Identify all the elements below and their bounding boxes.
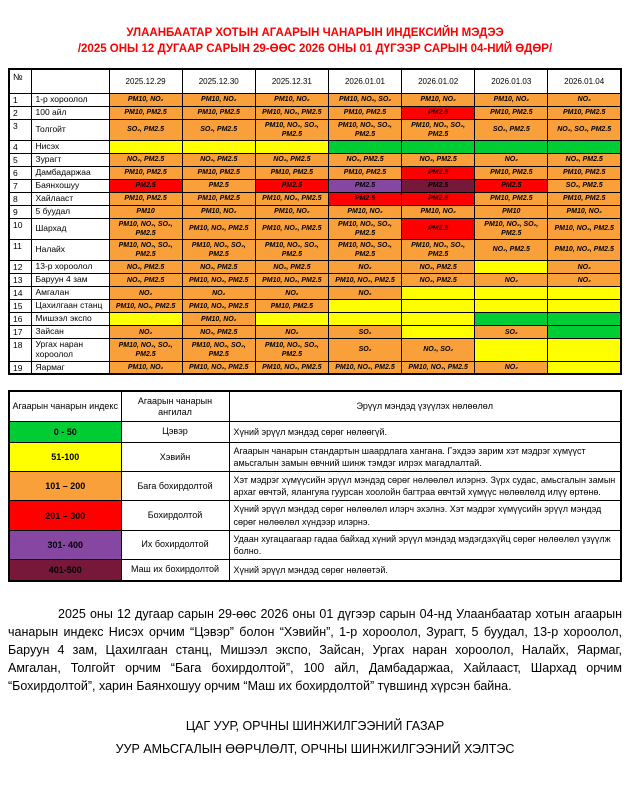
station-row <box>9 300 621 313</box>
aqi-cell: PM10, PM2.5 <box>182 166 255 179</box>
date-column-header: 2026.01.02 <box>402 69 475 93</box>
station-name: Хайлааст <box>31 192 109 205</box>
legend-category: Бага бохирдолтой <box>121 472 229 501</box>
aqi-cell: PM10, PM2.5 <box>255 166 328 179</box>
aqi-cell: SO₂, PM2.5 <box>548 179 621 192</box>
aqi-cell <box>548 300 621 313</box>
aqi-cell: PM10, NO₂, PM2.5 <box>255 361 328 374</box>
station-name: Дамбадаржаа <box>31 166 109 179</box>
aqi-cell: PM10, NO₂, PM2.5 <box>548 239 621 260</box>
aqi-cell: PM10, NO₂ <box>402 205 475 218</box>
aqi-cell: PM10, NO₂, PM2.5 <box>402 361 475 374</box>
aqi-cell: PM10, NO₂ <box>182 205 255 218</box>
aqi-cell <box>255 313 328 326</box>
aqi-cell: PM10, NO₂, SO₂ <box>328 93 401 106</box>
aqi-cell: NO₂ <box>475 361 548 374</box>
station-name: Цахилгаан станц <box>31 300 109 313</box>
aqi-cell: PM2.5 <box>328 179 401 192</box>
aqi-table <box>8 68 622 375</box>
aqi-cell: PM10, NO₂ <box>182 313 255 326</box>
aqi-cell: PM2.5 <box>402 166 475 179</box>
date-column-header: 2026.01.04 <box>548 69 621 93</box>
aqi-cell: PM10, PM2.5 <box>548 106 621 119</box>
aqi-table-header-row <box>9 69 621 93</box>
row-number: 8 <box>9 192 31 205</box>
station-name: Нисэх <box>31 140 109 153</box>
station-row <box>9 274 621 287</box>
aqi-cell: NO₂ <box>109 326 182 339</box>
station-name: Зайсан <box>31 326 109 339</box>
aqi-cell: NO₂, PM2.5 <box>182 153 255 166</box>
legend-header-category: Агаарын чанарын ангилал <box>121 391 229 421</box>
date-column-header: 2025.12.29 <box>109 69 182 93</box>
aqi-cell: PM10, NO₂ <box>548 205 621 218</box>
row-number: 7 <box>9 179 31 192</box>
aqi-cell: PM10, NO₂ <box>255 205 328 218</box>
aqi-cell: PM10, PM2.5 <box>182 192 255 205</box>
row-number: 2 <box>9 106 31 119</box>
aqi-cell <box>548 140 621 153</box>
aqi-cell: PM10, NO₂, PM2.5 <box>182 274 255 287</box>
aqi-cell <box>475 287 548 300</box>
report-title-line1: УЛААНБААТАР ХОТЫН АГААРЫН ЧАНАРЫН ИНДЕКСИЙН МЭДЭЭ <box>126 27 504 39</box>
aqi-cell: PM10, NO₂, PM2.5 <box>182 300 255 313</box>
aqi-cell <box>328 313 401 326</box>
legend-effect-text: Агаарын чанарын стандартын шаардлага хангана. Гэхдээ зарим хэт мэдрэг хүмүүст амьсгалын замын өвчний шинж тэмдэг илрэх магадлалтай. <box>229 442 621 471</box>
aqi-cell <box>182 140 255 153</box>
aqi-cell <box>109 140 182 153</box>
aqi-cell <box>475 140 548 153</box>
station-row <box>9 313 621 326</box>
aqi-cell: PM10, NO₂ <box>182 93 255 106</box>
aqi-cell: SO₂, PM2.5 <box>475 119 548 140</box>
aqi-cell: PM10, NO₂, SO₂, PM2.5 <box>255 239 328 260</box>
aqi-cell: NO₂, PM2.5 <box>548 153 621 166</box>
aqi-cell <box>402 287 475 300</box>
aqi-cell: PM10, PM2.5 <box>328 106 401 119</box>
aqi-cell: PM10, NO₂, SO₂, PM2.5 <box>328 218 401 239</box>
aqi-cell: PM10, PM2.5 <box>109 192 182 205</box>
aqi-cell <box>548 287 621 300</box>
legend-range-swatch: 301- 400 <box>9 530 121 559</box>
row-number: 14 <box>9 287 31 300</box>
aqi-cell <box>402 300 475 313</box>
legend-effect-text: Хэт мэдрэг хүмүүсийн эрүүл мэндэд сөрөг нөлөөлөл илэрнэ. Зүрх судас, амьсгалын замын архаг өвчтэй, ялангуяа гуурсан хоолойн багтраа өвчтэй хүмүүс нөлөөлөлд илүү өртөнө. <box>229 472 621 501</box>
aqi-cell <box>475 261 548 274</box>
aqi-cell: NO₂, PM2.5 <box>328 153 401 166</box>
aqi-cell: NO₂, PM2.5 <box>402 274 475 287</box>
aqi-cell: NO₂, PM2.5 <box>109 153 182 166</box>
legend-row <box>9 442 621 471</box>
aqi-cell: PM10, NO₂, SO₂, PM2.5 <box>182 339 255 362</box>
aqi-cell: NO₂, PM2.5 <box>109 261 182 274</box>
station-row <box>9 179 621 192</box>
legend-range-swatch: 401-500 <box>9 560 121 581</box>
aqi-cell: PM2.5 <box>109 179 182 192</box>
aqi-cell: PM10, NO₂, SO₂, PM2.5 <box>402 119 475 140</box>
aqi-cell: PM2.5 <box>402 192 475 205</box>
aqi-cell: PM10, PM2.5 <box>255 300 328 313</box>
aqi-cell: NO₂ <box>475 153 548 166</box>
aqi-cell <box>475 339 548 362</box>
station-row <box>9 326 621 339</box>
aqi-cell: PM10, NO₂, PM2.5 <box>182 218 255 239</box>
aqi-cell: PM10, PM2.5 <box>475 106 548 119</box>
number-column-header: № <box>9 69 31 93</box>
aqi-cell: PM10, NO₂, PM2.5 <box>255 274 328 287</box>
aqi-cell: PM10, PM2.5 <box>109 166 182 179</box>
station-row <box>9 205 621 218</box>
station-name: Мишээл экспо <box>31 313 109 326</box>
aqi-cell: PM10, PM2.5 <box>109 106 182 119</box>
report-title <box>8 26 622 57</box>
station-name: Яармаг <box>31 361 109 374</box>
aqi-cell: NO₂, PM2.5 <box>255 153 328 166</box>
aqi-cell: PM10, NO₂, SO₂, PM2.5 <box>328 239 401 260</box>
report-title-line2: /2025 ОНЫ 12 ДУГААР САРЫН 29-ӨӨС 2026 ОНЫ 01 ДҮГЭЭР САРЫН 04-НИЙ ӨДӨР/ <box>77 42 553 55</box>
aqi-cell: PM2.5 <box>328 192 401 205</box>
legend-header-effect: Эрүүл мэндэд үзүүлэх нөлөөлөл <box>229 391 621 421</box>
aqi-cell: PM10, NO₂, SO₂, PM2.5 <box>255 119 328 140</box>
row-number: 5 <box>9 153 31 166</box>
legend-table <box>8 390 622 581</box>
aqi-cell: SO₂ <box>475 326 548 339</box>
aqi-cell: NO₂, SO₂ <box>402 339 475 362</box>
station-row <box>9 192 621 205</box>
station-name: 1-р хороолол <box>31 93 109 106</box>
aqi-cell: PM2.5 <box>182 179 255 192</box>
legend-range-swatch: 101 – 200 <box>9 472 121 501</box>
aqi-cell: NO₂, PM2.5 <box>402 153 475 166</box>
aqi-cell <box>402 313 475 326</box>
aqi-cell: PM10, NO₂ <box>328 205 401 218</box>
date-column-header: 2025.12.31 <box>255 69 328 93</box>
legend-effect-text: Хүний эрүүл мэндэд сөрөг нөлөөгүй. <box>229 421 621 442</box>
date-column-header: 2026.01.03 <box>475 69 548 93</box>
aqi-cell: NO₂ <box>182 287 255 300</box>
station-name: Налайх <box>31 239 109 260</box>
aqi-cell: PM10 <box>475 205 548 218</box>
row-number: 11 <box>9 239 31 260</box>
station-row <box>9 339 621 362</box>
row-number: 17 <box>9 326 31 339</box>
legend-range-swatch: 201 – 300 <box>9 501 121 530</box>
date-column-header: 2026.01.01 <box>328 69 401 93</box>
footer-department: УУР АМЬСГАЛЫН ӨӨРЧЛӨЛТ, ОРЧНЫ ШИНЖИЛГЭЭНИЙ ХЭЛТЭС <box>115 742 515 757</box>
aqi-cell: PM10, NO₂, PM2.5 <box>255 192 328 205</box>
aqi-cell: PM10 <box>109 205 182 218</box>
aqi-table-body <box>9 93 621 374</box>
station-name: 100 айл <box>31 106 109 119</box>
aqi-cell: PM10, NO₂, SO₂, PM2.5 <box>109 339 182 362</box>
row-number: 18 <box>9 339 31 362</box>
report-footer <box>8 720 622 756</box>
aqi-cell: NO₂ <box>109 287 182 300</box>
aqi-cell: NO₂, PM2.5 <box>182 261 255 274</box>
station-row <box>9 261 621 274</box>
aqi-cell: PM10, NO₂, PM2.5 <box>255 106 328 119</box>
aqi-cell: PM10, NO₂ <box>109 93 182 106</box>
aqi-cell: PM10, NO₂ <box>255 93 328 106</box>
row-number: 4 <box>9 140 31 153</box>
aqi-cell <box>548 361 621 374</box>
aqi-cell: SO₂ <box>328 326 401 339</box>
station-name: Зурагт <box>31 153 109 166</box>
summary-paragraph: 2025 оны 12 дугаар сарын 29-өөс 2026 оны 01 дүгээр сарын 04-нд Улаанбаатар хотын агаарын чанарын индекс Нисэх орчим “Цэвэр” болон “Хэвийн”, 1-р хороолол, Зурагт, 5 буудал, 13-р хороолол, Баруун 4 зам, Цахилгаан станц, Мишээл экспо, Зайсан, Ургах наран хороолол, Налайх, Яармаг, Амгалан, Толгойт орчим “Бага бохирдолтой”, 100 айл, Дамбадаржаа, Хайлааст, Шархад орчим “Бохирдолтой”, харин Баянхошуу орчим “Маш их бохирдолтой” түвшинд хүрсэн байна. <box>8 606 622 693</box>
station-row <box>9 218 621 239</box>
station-name: Шархад <box>31 218 109 239</box>
aqi-cell: NO₂, PM2.5 <box>475 239 548 260</box>
legend-category: Хэвийн <box>121 442 229 471</box>
station-row <box>9 106 621 119</box>
legend-row <box>9 472 621 501</box>
aqi-cell: PM2.5 <box>402 218 475 239</box>
aqi-cell: NO₂, PM2.5 <box>182 326 255 339</box>
aqi-cell: PM10, PM2.5 <box>182 106 255 119</box>
aqi-cell <box>402 140 475 153</box>
station-name: 5 буудал <box>31 205 109 218</box>
aqi-cell <box>109 313 182 326</box>
aqi-cell <box>255 140 328 153</box>
aqi-cell: PM10, PM2.5 <box>475 192 548 205</box>
station-row <box>9 153 621 166</box>
row-number: 19 <box>9 361 31 374</box>
row-number: 12 <box>9 261 31 274</box>
station-name: Толгойт <box>31 119 109 140</box>
aqi-cell: PM2.5 <box>402 179 475 192</box>
aqi-cell: PM10, NO₂ <box>402 93 475 106</box>
aqi-cell: PM10, NO₂ <box>475 93 548 106</box>
aqi-cell: NO₂ <box>255 326 328 339</box>
aqi-cell: PM10, NO₂, PM2.5 <box>328 361 401 374</box>
row-number: 16 <box>9 313 31 326</box>
row-number: 9 <box>9 205 31 218</box>
legend-header-index: Агаарын чанарын индекс <box>9 391 121 421</box>
aqi-cell: NO₂ <box>255 287 328 300</box>
aqi-cell <box>328 300 401 313</box>
aqi-cell: SO₂ <box>328 339 401 362</box>
aqi-cell: PM10, NO₂, SO₂, PM2.5 <box>109 218 182 239</box>
legend-header-row <box>9 391 621 421</box>
aqi-cell: PM10, PM2.5 <box>548 192 621 205</box>
footer-agency: ЦАГ УУР, ОРЧНЫ ШИНЖИЛГЭЭНИЙ ГАЗАР <box>185 718 445 733</box>
aqi-cell: PM10, NO₂, SO₂, PM2.5 <box>182 239 255 260</box>
legend-category: Маш их бохирдолтой <box>121 560 229 581</box>
aqi-cell: PM10, NO₂, SO₂, PM2.5 <box>402 239 475 260</box>
aqi-cell: PM2.5 <box>255 179 328 192</box>
aqi-cell: NO₂, PM2.5 <box>402 261 475 274</box>
station-row <box>9 93 621 106</box>
aqi-cell: NO₂, PM2.5 <box>255 261 328 274</box>
station-name: Амгалан <box>31 287 109 300</box>
legend-row <box>9 421 621 442</box>
row-number: 3 <box>9 119 31 140</box>
aqi-cell: PM10, PM2.5 <box>548 166 621 179</box>
legend-row <box>9 530 621 559</box>
station-name: Ургах наран хороолол <box>31 339 109 362</box>
station-row <box>9 166 621 179</box>
station-row <box>9 119 621 140</box>
aqi-cell: SO₂, PM2.5 <box>182 119 255 140</box>
aqi-cell: PM10, NO₂, PM2.5 <box>109 300 182 313</box>
aqi-cell: NO₂ <box>328 287 401 300</box>
aqi-cell: PM10, NO₂ <box>109 361 182 374</box>
aqi-cell: PM10, NO₂, SO₂, PM2.5 <box>255 339 328 362</box>
legend-row <box>9 501 621 530</box>
aqi-cell: PM2.5 <box>402 106 475 119</box>
legend-category: Бохирдолтой <box>121 501 229 530</box>
station-name: 13-р хороолол <box>31 261 109 274</box>
aqi-cell <box>475 313 548 326</box>
aqi-cell <box>548 339 621 362</box>
aqi-cell: SO₂, PM2.5 <box>109 119 182 140</box>
aqi-cell: PM10, NO₂, SO₂, PM2.5 <box>328 119 401 140</box>
station-row <box>9 239 621 260</box>
aqi-cell: NO₂ <box>548 261 621 274</box>
row-number: 13 <box>9 274 31 287</box>
aqi-cell <box>548 313 621 326</box>
legend-effect-text: Хүний эрүүл мэндэд сөрөг нөлөөтэй. <box>229 560 621 581</box>
aqi-cell <box>402 326 475 339</box>
station-row <box>9 287 621 300</box>
date-column-header: 2025.12.30 <box>182 69 255 93</box>
legend-range-swatch: 0 - 50 <box>9 421 121 442</box>
aqi-cell: PM10, PM2.5 <box>475 166 548 179</box>
aqi-cell: NO₂, SO₂, PM2.5 <box>548 119 621 140</box>
aqi-cell <box>328 140 401 153</box>
aqi-cell: PM2.5 <box>475 179 548 192</box>
row-number: 6 <box>9 166 31 179</box>
aqi-cell <box>548 326 621 339</box>
aqi-cell: NO₂ <box>475 274 548 287</box>
legend-table-body <box>9 421 621 580</box>
aqi-cell: NO₂ <box>328 261 401 274</box>
row-number: 1 <box>9 93 31 106</box>
row-number: 10 <box>9 218 31 239</box>
aqi-cell: NO₂ <box>548 93 621 106</box>
aqi-cell: PM10, NO₂, PM2.5 <box>328 274 401 287</box>
legend-row <box>9 560 621 581</box>
aqi-cell: PM10, NO₂, PM2.5 <box>548 218 621 239</box>
aqi-cell: PM10, NO₂, PM2.5 <box>255 218 328 239</box>
aqi-cell: PM10, PM2.5 <box>328 166 401 179</box>
station-name: Баруун 4 зам <box>31 274 109 287</box>
legend-category: Их бохирдолтой <box>121 530 229 559</box>
legend-effect-text: Хүний эрүүл мэндэд сөрөг нөлөөлөл илэрч эхэлнэ. Хэт мэдрэг хүмүүсийн эрүүл мэндэд сөрөг нөлөөлөл хүндээр илэрнэ. <box>229 501 621 530</box>
aqi-cell: PM10, NO₂, SO₂, PM2.5 <box>109 239 182 260</box>
station-column-header <box>31 69 109 93</box>
aqi-cell <box>475 300 548 313</box>
row-number: 15 <box>9 300 31 313</box>
aqi-cell: NO₂, PM2.5 <box>109 274 182 287</box>
station-row <box>9 361 621 374</box>
station-row <box>9 140 621 153</box>
aqi-cell: PM10, NO₂, SO₂, PM2.5 <box>475 218 548 239</box>
station-name: Баянхошуу <box>31 179 109 192</box>
legend-range-swatch: 51-100 <box>9 442 121 471</box>
legend-category: Цэвэр <box>121 421 229 442</box>
legend-effect-text: Удаан хугацаагаар гадаа байхад хүний эрүүл мэндэд мэдэгдэхүйц сөрөг нөлөөлөл үзүүлж болно. <box>229 530 621 559</box>
aqi-cell: NO₂ <box>548 274 621 287</box>
aqi-cell: PM10, NO₂, PM2.5 <box>182 361 255 374</box>
